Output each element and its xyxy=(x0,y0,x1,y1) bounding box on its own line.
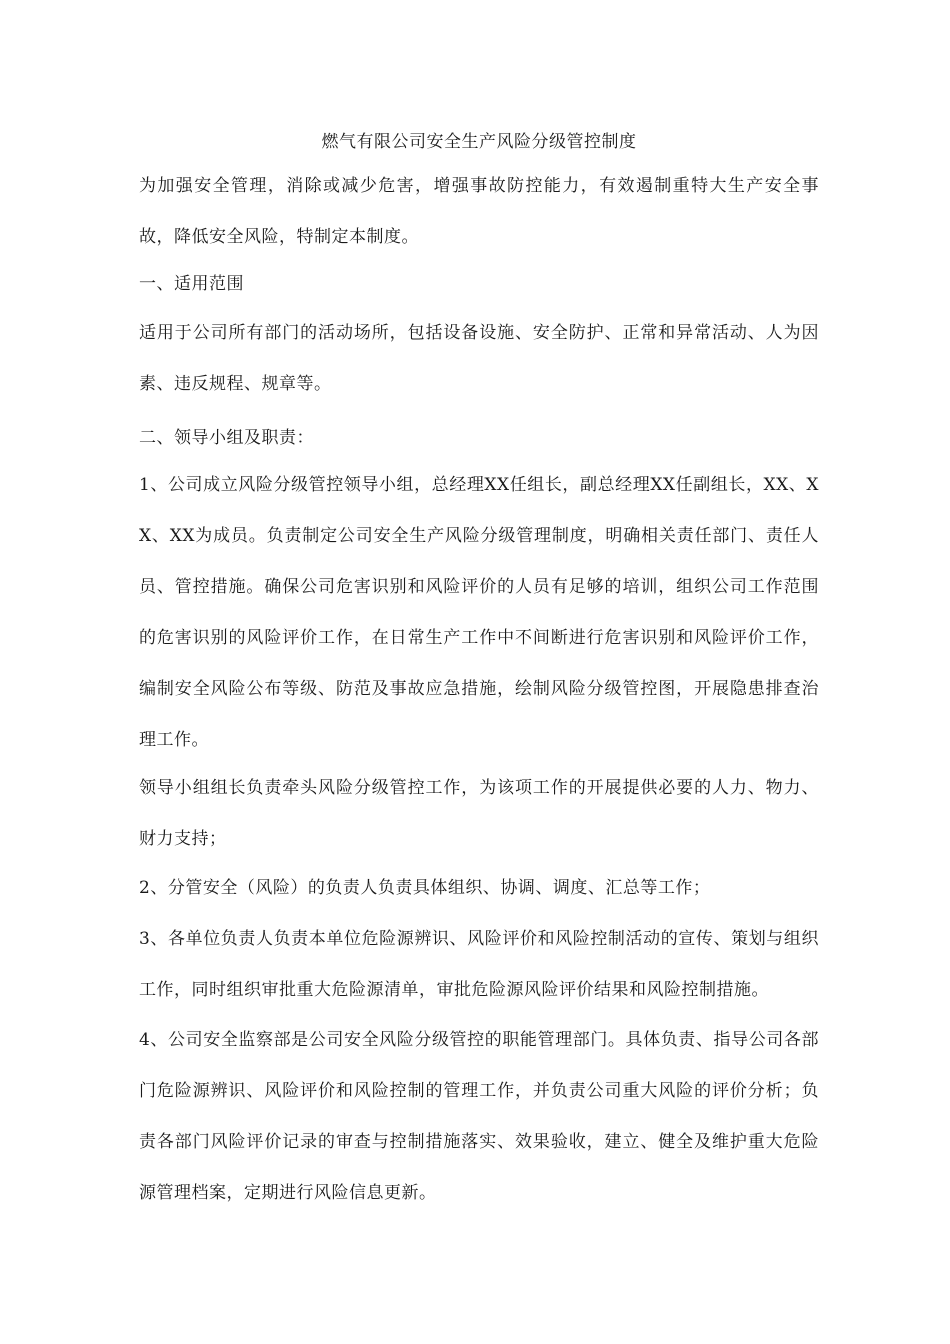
duty-item-1: 1、公司成立风险分级管控领导小组，总经理XX任组长，副总经理XX任副组长，XX、XX、XX为成员。负责制定公司安全生产风险分级管理制度，明确相关责任部门、责任人员、管控措施。确保公司危害识别和风险评价的人员有足够的培训，组织公司工作范围的危害识别的风险评价工作，在日常生产工作中不间断进行危害识别和风险评价工作，编制安全风险公布等级、防范及事故应急措施，绘制风险分级管控图，开展隐患排查治理工作。 xyxy=(139,475,819,750)
document-title: 燃气有限公司安全生产风险分级管控制度 xyxy=(321,132,637,152)
duty-item-2: 2、分管安全（风险）的负责人负责具体组织、协调、调度、汇总等工作； xyxy=(139,878,711,898)
duty-item-4: 4、公司安全监察部是公司安全风险分级管控的职能管理部门。具体负责、指导公司各部门危险源辨识、风险评价和风险控制的管理工作，并负责公司重大风险的评价分析；负责各部门风险评价记录的审查与控制措施落实、效果验收，建立、健全及维护重大危险源管理档案，定期进行风险信息更新。 xyxy=(139,1030,819,1203)
duty-item-3: 3、各单位负责人负责本单位危险源辨识、风险评价和风险控制活动的宣传、策划与组织工作，同时组织审批重大危险源清单，审批危险源风险评价结果和风险控制措施。 xyxy=(139,929,819,1000)
section-heading-scope: 一、适用范围 xyxy=(139,274,244,294)
section-heading-leadership: 二、领导小组及职责： xyxy=(139,428,314,448)
intro-paragraph: 为加强安全管理，消除或减少危害，增强事故防控能力，有效遏制重特大生产安全事故，降低安全风险，特制定本制度。 xyxy=(139,176,819,247)
leader-duty-paragraph: 领导小组组长负责牵头风险分级管控工作，为该项工作的开展提供必要的人力、物力、财力支持； xyxy=(139,778,819,849)
scope-paragraph: 适用于公司所有部门的活动场所，包括设备设施、安全防护、正常和异常活动、人为因素、违反规程、规章等。 xyxy=(139,323,819,394)
